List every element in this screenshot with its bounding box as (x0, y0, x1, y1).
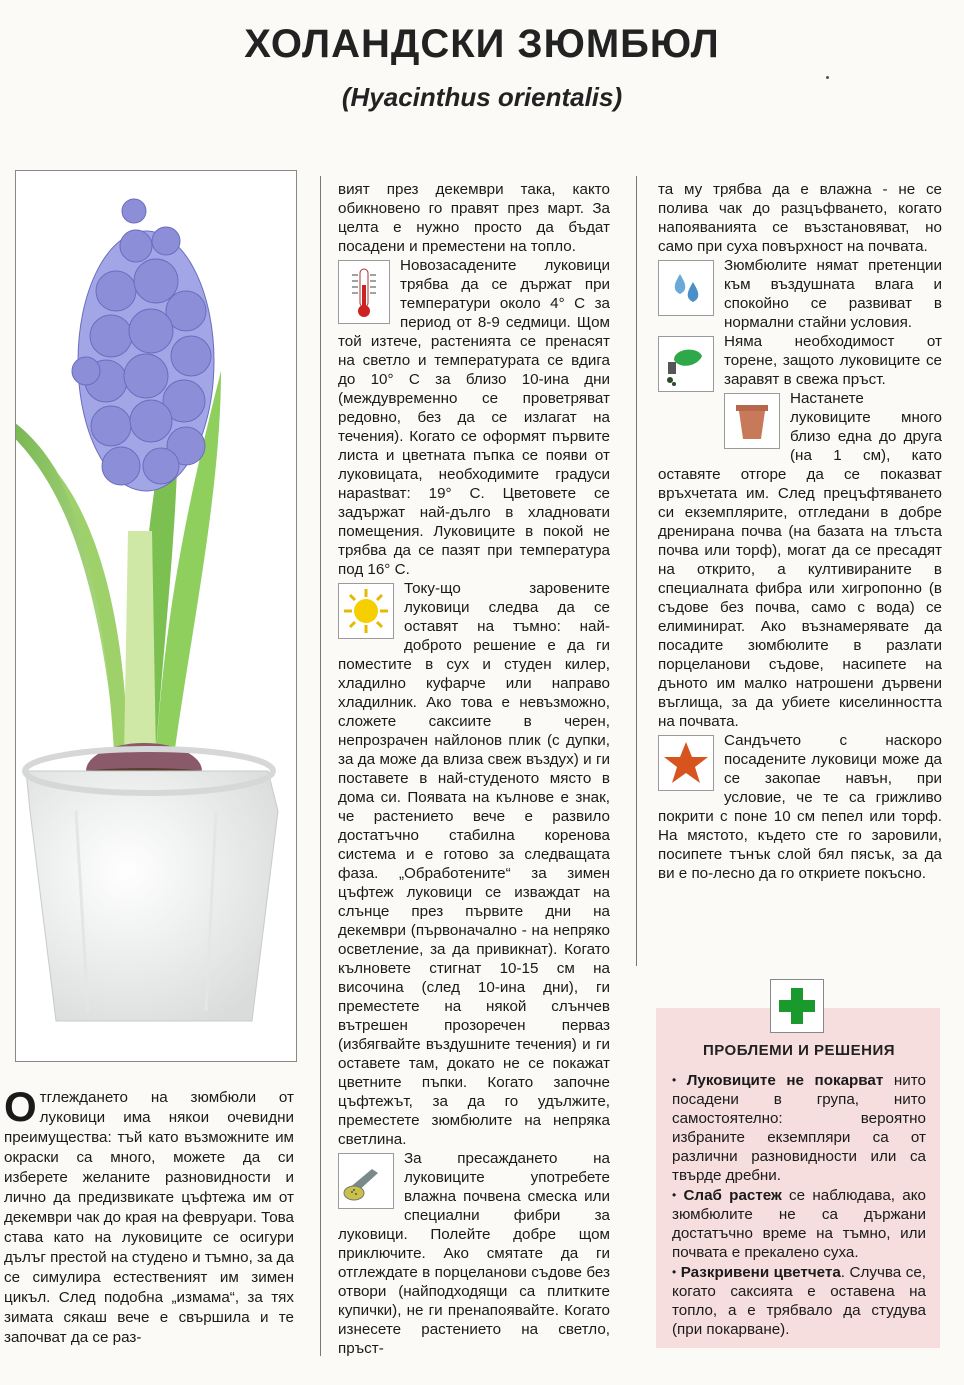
latin-name: (Hyacinthus orientalis) (341, 82, 623, 112)
water-drops-icon (658, 260, 714, 316)
paragraph: Сандъчето с наскоро посадените луковици може да се закопае навън, при условие, че те са грижливо покрити с поне 10 см пепел или торф. На мястото, където сте го заровили, посипете тънък слой бял пясък, за да ви е по-лесно да го откриете покъсно. (658, 732, 942, 882)
paragraph: Настанете луковиците много близо една до друга (на 1 см), като оставяте отгоре да се показват връхчетата им. След прецъфтяването си екземплярите, отгледани в добре дренирана почва (на базата на тлъста почва или торф), могат да се пресадят на открито, а култивираните в специалната фибра или хигропонно (в съдове без почва, само с вода) се елиминират. Ако възнамерявате да посадите зюмбюлите в разлати порцеланови съдове, насипете на дъното им малко натрошени дървени въглища, за да убиете киселинността на почвата. (658, 390, 942, 730)
problem-item: • Слаб растеж се наблюдава, ако зюмбюлите не са държани достатъчно време на тъмно, или почвата е прекалено суха. (672, 1187, 926, 1261)
page-title: ХОЛАНДСКИ ЗЮМБЮЛ (244, 22, 720, 66)
paragraph: та му трябва да е влажна - не се полива чак до разцъфването, когато напояванията се възстановяват, но само при суха повърхност на почвата. (658, 181, 942, 255)
paragraph: Зюмбюлите нямат претенции към въздушната влага и спокойно се развиват в нормални стайни условия. (724, 257, 942, 331)
hyacinth-photo (15, 170, 297, 1062)
paragraph: вият през декември така, както обикновено го правят през март. За целта е нужно просто да бъдат посадени и преместени на топло. (338, 181, 610, 255)
column-divider (320, 176, 321, 1356)
paragraph: За пресаждането на луковиците употребете влажна почвена смеска или специални фибри за луковици. Полейте добре щом приключите. Ако смятате да ги отглеждате в порцеланови съдове без отвори (найподходящи са плитките купички), не ги пренапоявайте. Когато изнесете растението на светло, пръст- (338, 1150, 610, 1357)
watering-can-icon (338, 1153, 394, 1209)
paragraph: Току-що заровените луковици следва да се оставят на тъмно: най-доброто решение е да ги поместите в сух и студен килер, хладилно куфарче или направо хладилник. Ако това е невъзможно, сложете саксиите в черен, непрозрачен найлонов плик (с дупки, за да може да влиза свеж въздух) и ги поставете в най-студеното място в дома си. Появата на кълнове е знак, че растението вече е развило достатъчно стабилна коренова система и е готово за следващата фаза. „Обработените“ за зимен цъфтеж луковици се изваждат на слънце през първите дни на декември (първоначално - на непряко осветление, за да привикнат). Когато кълновете стигнат 10-15 см на височина (след 10-ина дни), ги преместете на някой слънчев вътрешен прозоречен перваз (избягвайте въздушните течения) и ги оставете там, докато не се покажат цветните пъпки. Когато започне цъфтежът, за да го удължите, преместете зюмбюлите на непряка светлина. (338, 580, 610, 1148)
star-icon (658, 735, 714, 791)
thermometer-icon (338, 260, 390, 324)
intro-text: тглеждането на зюмбюли от луковици има някои очевидни преимущества: тъй като възможните им окраски са много, можете да си изберете желаните разновидности и лично да предизвикате цъфтежа им от декември чак до края на февруари. Това става като на луковиците се осигури дълъг престой на студено и тъмно, за да се симулира естественият им зимен цикъл. След подобна „измама“, за тях зимата сякаш вече е свършила и те започват да се раз- (4, 1089, 294, 1346)
flower-pot-icon (724, 393, 780, 449)
problems-box (656, 1008, 940, 1348)
sun-icon (338, 583, 394, 639)
drop-cap: О (4, 1083, 37, 1130)
text-column-3 (658, 180, 942, 883)
paragraph: Новозасадените луковици трябва да се държат при температури около 4° С за период от 8-9 седмици. Щом той изтече, растенията се пренасят на светло и температурата се вдига до 10° С за близо 10-ина дни (междувременно се проветряват редовно, без да се излагат на течения). Когато се оформят първите листа и цветната пъпка се появи от луковицата, необходимите градуси нараstват: 19° С. Цветовете се задържат най-дълго в хладновати помещения. Луковиците в покой не трябва да се пазят при температура под 16° С. (338, 257, 610, 578)
problem-item: • Луковиците не покарват нито посадени в група, нито самостоятелно: вероятно избраните екземпляри са от различни разновидности или са твърде дребни. (672, 1072, 926, 1184)
hyacinth-illustration (16, 171, 297, 1062)
intro-paragraph (4, 1083, 294, 1348)
problem-item: • Разкривени цветчета. Случва се, когато саксията е оставена на топло, а е трябвало да студува (при покарване). (672, 1264, 926, 1338)
problems-heading: ПРОБЛЕМИ И РЕШЕНИЯ (702, 1042, 896, 1059)
spray-bottle-icon (658, 336, 714, 392)
text-column-2 (338, 180, 610, 1358)
paragraph: Няма необходимост от торене, защото луковиците се заравят в свежа пръст. (724, 333, 942, 388)
column-divider (636, 176, 637, 966)
print-speck (826, 76, 829, 79)
first-aid-cross-icon (770, 979, 824, 1033)
